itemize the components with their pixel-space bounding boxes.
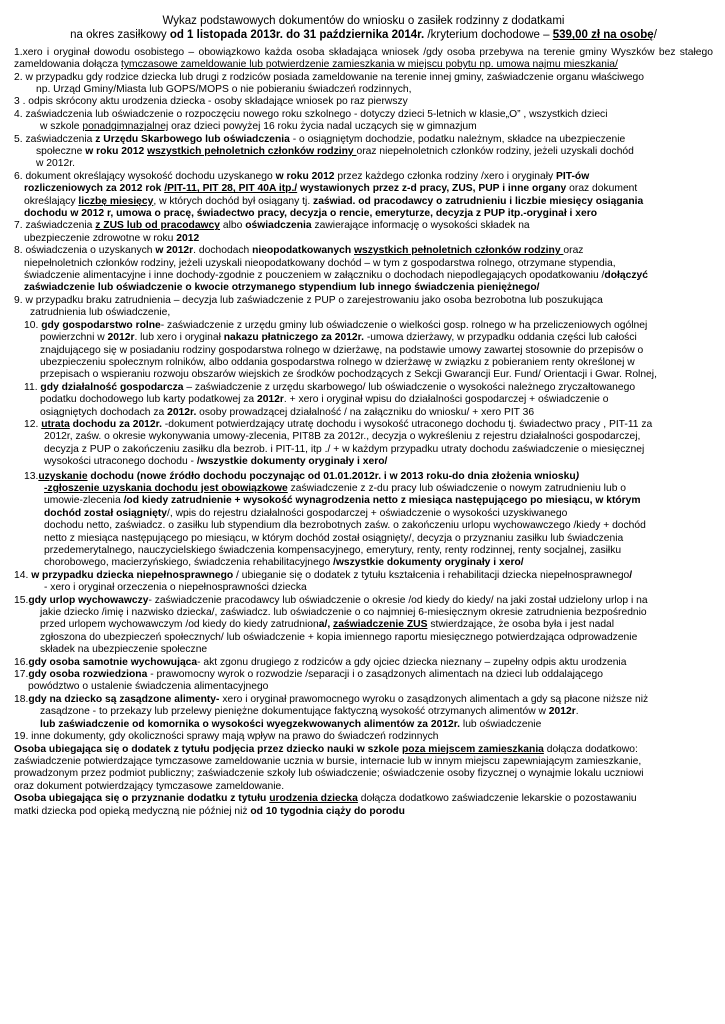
item-5-text-h: oraz niepełnoletnich członków rodziny, jeżeli uzyskali dochód [356,146,634,157]
birth-text-c: dołącza dodatkowo zaświadczenie lekarskie o pozostawaniu [357,793,637,805]
item-18-line-2 [14,706,579,717]
item-10-line-4: ubezpieczeniu społecznym rolników, albo oddania gospodarstwa rolnego w dzierżawę w związku z pobieraniem renty określonej w [40,356,635,368]
item-15-line-3 [14,619,614,630]
item-10-line-3: znajdującego się w posiadaniu rodziny gospodarstwa rolnego w dzierżawę, na podstawie umowy zawartej stosownie do przepisów o [40,344,644,356]
item-11-number: 11. [24,381,41,393]
item-8-text-i: świadczenie alimentacyjne i inne dochody-zgodnie z pouczeniem w załączniku o dochodach niepodlegających opodatkowaniu / [24,270,605,282]
item-10-text-d: powierzchni w [40,332,108,344]
item-8-line-2: niepełnoletnich członków rodziny, jeżeli uzyskali nieopodatkowany dochód – w tym z gospodarstwa rolnego, otrzymane stypendia, [24,257,616,269]
title-period-dates: od 1 listopada 2013r. do 31 października 2014r. [169,29,425,42]
list-item-3: 3 . odpis skrócony aktu urodzenia dziecka - osoby składające wniosek po raz pierwszy [14,96,408,108]
title-slash: / [653,29,657,42]
item-13-line-6: netto z miesiąca następującego po miesiącu, w którym dochód został osiągnięty/, decyzja o przyznaniu zasiłku lub świadczenia [44,532,624,544]
item-11-year: 2012r [256,394,284,406]
item-13-text-j: /, wpis do rejestru działalności gospodarczej + oświadczenie o wysokości uzyskiwanego [167,507,568,519]
list-item-15 [14,595,713,657]
item-6-text-k: , w których dochód był osiągany tj. [153,195,314,207]
birth-supplement-section [14,793,713,818]
item-17-divorced: gdy osoba rozwiedziona [28,669,148,681]
item-9-line-1: 9. w przypadku braku zatrudnienia – decyzja lub zaświadczenie z PUP o zarejestrowaniu jako osoba bezrobotna lub poszukująca [14,294,603,306]
item-6-text-a: 6. dokument określający wysokość dochodu uzyskanego [14,170,276,182]
item-11-line-2 [14,394,608,405]
title-criterion-label: /kryterium dochodowe – [424,29,553,42]
item-4-line-2 [14,121,477,132]
item-18-text-g: lub zaświadczenie [40,718,133,730]
title-line-1: Wykaz podstawowych dokumentów do wniosku o zasiłek rodzinny z dodatkami [162,15,565,27]
item-11-year-2: 2012r. [167,406,197,418]
list-item-5 [14,134,713,171]
item-13-text-f: zaświadczenie z z-du pracy lub oświadczenie o nowym zatrudnieniu lub o [287,482,627,494]
item-6-pit: PIT-ów [556,170,590,182]
item-6-text-i: określający [24,195,79,207]
item-17-number: 17. [14,669,29,681]
item-18-bailiff: od komornika o wysokości wyegzekwowanych alimentów za 2012r. [132,718,461,730]
item-14-line-2: - xero i oryginał orzeczenia o niepełnosprawności dziecka [44,582,307,594]
item-5-text-a: 5. zaświadczenia [14,133,96,145]
item-15-line-5: składek na ubezpieczenie społeczne [40,644,208,656]
item-6-months: liczbę miesięcy [78,195,154,207]
document-title [14,14,713,43]
item-8-line-3 [14,270,648,281]
item-13-line-7: przedemerytalnego, nauczycielskiego świadczenia kompensacyjnego, emerytury, renty, renty rodzinnej, renty socjalnej, zasiłku [44,545,622,556]
list-item-17 [14,669,713,694]
item-12-line-4 [14,456,387,467]
item-2-line-2: np. Urząd Gminy/Miasta lub GOPS/MOPS o nie pobieraniu świadczeń rodzinnych, [36,83,412,95]
item-9-line-2: zatrudnienia lub oświadczenie, [30,307,171,319]
school-supplement-section [14,744,713,794]
birth-text-d: matki dziecka pod opieką medyczną nie później niż [14,805,251,817]
item-18-text-d: zasądzone - to przekazy lub przelewy pieniężne dokumentujące faktyczną wysokość otrzymanych alimentów w [40,706,549,718]
item-15-text-h: stwierdzające, że osoba była i jest nadal [427,619,615,631]
item-4-text-b: w szkole [40,121,83,133]
item-4-underlined: ponadgimnazjalnej [82,121,169,133]
title-income-threshold: 539,00 zł na osobę [552,29,654,42]
item-4-text-d: oraz dzieci powyżej 16 roku życia nadal uczących się w gimnazjum [168,121,477,133]
item-16-single: gdy osoba samotnie wychowująca [28,656,198,668]
item-11-text-d: podatku dochodowego lub karty podatkowej za [40,394,257,406]
item-11-text-f: . + xero i oryginał wpisu do działalności gospodarczej + oświadczenie o [283,394,609,406]
item-10-number: 10. [24,319,42,331]
item-13-number: 13. [24,470,39,482]
item-10-line-2 [14,332,637,343]
item-13-text-g: umowie-zlecenia [44,495,124,507]
title-line-2 [70,29,657,41]
item-15-text-e: przed urlopem wychowawczym /od kiedy do kiedy zatrudnion [40,619,319,631]
item-15-line-4: zgłoszona do ubezpieczeń społecznych/ lub oświadczenie + kopia imiennego raportu miesięcznego potwierdzająca odprowadzenie [40,631,638,643]
item-12-line-2: 2012r, zaśw. o okresie wykonywania umowy-zlecenia, PIT8B za 2012r., decyzja o wykreśleniu z rejestru działalności gospodarczej, [44,431,641,443]
list-item-14 [14,570,713,595]
item-11-business: gdy działalność gospodarcza [40,381,184,393]
item-13-line-3 [14,495,641,506]
item-7-text-a: 7. zaświadczenia [14,220,96,232]
item-14-disabled: w przypadku dziecka niepełnosprawnego [31,569,234,581]
item-6-year: w roku 2012 [275,170,335,182]
item-10-line-1 [14,320,647,331]
item-6-pit-list: /PIT-11, PIT 28, PIT 40A itp./ [164,183,298,195]
item-5-members: wszystkich pełnoletnich członków rodziny [147,146,357,157]
item-5-text-d: społeczne [36,146,86,157]
item-8-year: w 2012r [155,245,194,257]
school-line-4: oraz dokument potwierdzający tymczasowe zameldowanie. [14,780,285,792]
list-item-11 [14,382,713,419]
item-6-line-3 [14,196,643,207]
list-item-6 [14,171,713,221]
item-8-members: wszystkich pełnoletnich członków rodziny [354,245,564,257]
item-7-zus: z ZUS lub od pracodawcy [95,220,221,232]
item-12-line-1 [14,419,652,430]
title-period-prefix: na okres zasiłkowy [70,29,170,42]
item-13-originals: /wszystkie dokumenty oryginały i xero/ [333,557,524,569]
item-11-text-i: osoby prowadzącej działalność / na załączniku do wniosku/ + xero PIT 36 [196,406,535,418]
item-7-text-f: ubezpieczenie zdrowotne w roku [24,232,177,244]
school-outside-residence: poza miejscem zamieszkania [401,743,544,755]
item-13-text-i: dochód został osiągnięty [44,507,168,519]
item-5-line-3: w 2012r. [36,158,75,170]
item-13-paren: ) [575,470,580,482]
birth-child: urodzenia dziecka [269,793,358,805]
school-text-a: Osoba ubiegająca się o dodatek z tytułu podjęcia przez dziecko nauki w szkole [14,743,402,755]
item-2-line-1: 2. w przypadku gdy rodzice dziecka lub drugi z rodziców posiada zameldowanie na terenie innej gminy, zaświadczenie organu właściwego [14,71,644,83]
item-6-text-c: przez każdego członka rodziny /xero i oryginały [334,170,557,182]
item-6-line-2 [14,183,637,194]
item-7-text-c: albo [220,220,246,232]
item-12-number: 12. [24,418,42,430]
item-5-bold: z Urzędu Skarbowego lub oświadczenia [95,133,290,145]
item-7-text-e: zawierające informację o wysokości składek na [311,220,530,232]
list-item-12 [14,419,713,469]
item-15-text-c: - zaświadczenie pracodawcy lub oświadczenie o okresie /od kiedy do kiedy/ na jaki został udzielony urlop i na [148,594,648,606]
item-18-year: 2012r [548,706,576,718]
item-1-underlined-2: lub potwierdzenie zamieszkania w miejscu pobytu np. umowa najmu mieszkania/ [249,59,618,71]
item-15-leave: gdy urlop wychowawczy [28,594,149,606]
item-13-gain-desc: dochodu (nowe źródło dochodu poczynając od 01.01.2012r. i w 2013 roku-do dnia złożenia wniosku [87,470,576,482]
item-12-loss-year: dochodu za 2012r. [69,418,162,430]
birth-text-a: Osoba ubiegająca się o przyznanie dodatku z tytułu [14,793,270,805]
item-15-line-2: jakie dziecko /imię i nazwisko dziecka/, zaświadcz. lub oświadczenie o co najmniej 6-miesięcznym okresie zatrudnienia bezpośrednio [40,607,647,619]
item-5-text-c: - o osiągniętym dochodzie, podatku należnym, składce na ubezpieczenie [289,133,626,145]
item-7-line-2 [14,233,199,244]
list-item-4 [14,109,713,134]
list-item-2 [14,72,713,97]
list-item-7 [14,220,713,245]
item-18-text-i: lub oświadczenie [460,718,542,730]
item-14-slash: / [629,569,633,581]
item-5-year: w roku 2012 [85,146,145,157]
item-14-text-c: / ubieganie się o dodatek z tytułu kształcenia i rehabilitacji dziecka niepełnosprawnego [233,569,630,581]
item-15-text-f: a/, [318,619,334,631]
item-6-issued-by: wystawionych przez z-d pracy, ZUS, PUP i inne organy [297,183,567,195]
item-5-line-2 [14,146,634,157]
item-13-line-5: dochodu netto, zaświadcz. o zasiłku lub stypendium dla bezrobotnych zaśw. o zakończeniu urlopu wychowawczego /kiedy + dochód [44,520,646,532]
school-line-2: zaświadczenie potwierdzające tymczasowe zameldowanie ucznia w bursie, internacie lub w innym miejscu zapewniającym zamieszkanie, [14,755,642,767]
list-item-16 [14,657,713,669]
item-10-tax-notice: nakazu płatniczego za 2012r. [223,332,364,344]
item-6-line-4: dochodu w 2012 r, umowa o pracę, świadectwo pracy, decyzja o rencie, emeryturze, decyzja z PUP itp.-oryginał i xero [24,208,598,220]
item-18-number: 18. [14,693,29,705]
item-11-text-c: – zaświadczenie z urzędu skarbowego/ lub oświadczenie o wysokości należnego zryczałtowanego [183,381,636,393]
item-18-line-3 [14,719,541,730]
item-1-underlined: tymczasowe zameldowanie [121,59,250,71]
item-13-line-8 [14,557,524,568]
item-6-settlement: rozliczeniowych za 2012 rok [24,183,165,195]
item-16-text-c: - akt zgonu drugiego z rodziców a gdy ojciec dziecka nieznany – zupełny odpis aktu urodzenia [197,656,627,668]
list-item-18 [14,694,713,731]
item-12-loss: utrata [41,418,70,430]
item-1-text: 1.xero i oryginał dowodu osobistego – obowiązkowo każda osoba składająca wniosek /gdy osoba przebywa na terenie gminy Wyszków bez stałego zameldowania dołącza [14,46,713,71]
item-14-number: 14. [14,569,32,581]
item-6-text-h: oraz dokument [566,183,638,195]
list-item-9 [14,295,713,320]
item-7-year: 2012 [176,232,200,244]
item-15-number: 15. [14,594,29,606]
list-item-13 [14,471,713,570]
item-4-line-1: 4. zaświadczenia lub oświadczenie o rozpoczęciu nowego roku szkolnego - dotyczy dzieci 5-letnich w klasie„O” , wszystkich dzieci [14,108,608,120]
item-8-attach: dołączyć [604,270,648,282]
item-11-line-1 [14,382,635,393]
school-line-3: prowadzonym przez podmiot publiczny; zaświadczenie szkoły lub oświadczenie; oświadczenie osoby fizycznej o wynajmie lokalu uczniowi [14,768,644,780]
school-text-c: dołącza dodatkowo: [543,743,638,755]
item-11-text-g: osiągniętych dochodach za [40,406,168,418]
item-8-untaxed: nieopodatkowanych [252,245,352,257]
item-13-line-2 [14,483,626,494]
item-6-certificate: zaświad. od pracodawcy o zatrudnieniu i liczbie miesięcy osiągania [313,195,644,207]
item-8-line-4: zaświadczenie lub oświadczenie o kwocie otrzymanego stypendium lub innego świadczenia pieniężnego/ [24,282,540,294]
item-10-line-5: przepisach o wspieraniu rozwoju obszarów wiejskich ze środków pochodzących z Sekcji Gwarancji Eur. Fund/ Orientacji i Gwar. Rolnej, [40,369,657,381]
item-8-text-c: . dochodach [193,245,253,257]
item-10-year: 2012r [107,332,135,344]
list-item-1 [14,47,713,72]
item-15-zus: zaświadczenie ZUS [333,619,428,631]
item-10-text-c: - zaświadczenie z urzędu gminy lub oświadczenie o wielkości gosp. rolnego w ha przeliczeniowych ogólnej [160,319,648,331]
item-12-text-g: wysokości utraconego dochodu - [44,456,197,468]
item-11-line-3 [14,407,534,418]
item-10-farm: gdy gospodarstwo rolne [41,319,161,331]
item-13-gain: uzyskanie [38,470,88,482]
list-item-19: 19. inne dokumenty, gdy okoliczności sprawy mają wpływ na prawo do świadczeń rodzinnych [14,731,439,743]
item-13-line-1 [14,471,579,482]
birth-weeks: od 10 tygodnia ciąży do porodu [250,805,405,817]
item-12-originals: /wszystkie dokumenty oryginały i xero/ [196,456,388,468]
item-16-number: 16. [14,656,29,668]
list-item-8 [14,245,713,295]
item-13-text-n: chorobowego, macierzyńskiego, świadczenia rehabilitacyjnego [44,557,334,569]
item-8-text-g: oraz [563,245,584,257]
list-item-10 [14,320,713,382]
item-13-line-4 [14,508,567,519]
item-18-alimony: gdy na dziecko są zasądzone alimenty- [28,693,220,705]
item-8-text-a: 8. oświadczenia o uzyskanych [14,245,156,257]
item-13-text-h: /od kiedy zatrudnienie + wysokość wynagrodzenia netto z miesiąca następującego po miesiącu, w którym [123,495,641,507]
item-12-line-3: decyzja z PUP o zakończeniu zasiłku dla bezrob. i PIT-11, itp ./ + w każdym przypadku utraty dochodu zaświadczenie o miesięcznej [44,443,645,455]
item-18-dot: . [575,706,579,718]
item-7-statements: oświadczenia [245,220,312,232]
item-10-text-h: -umowa dzierżawy, w przypadku oddania części lub całości [363,332,637,344]
item-10-text-f: . lub xero i oryginał [134,332,224,344]
item-17-text-c: - prawomocny wyrok o rozwodzie /separacji i o zasądzonych alimentach na dzieci lub oddalającego [147,669,603,681]
item-12-text-d: -dokument potwierdzający utratę dochodu i wysokość utraconego dochodu tj. świadectwo pracy , PIT-11 za [161,418,653,430]
item-18-text-c: xero i oryginał prawomocnego wyroku o zasądzonych alimentach a gdy są płacone niższe niż [219,693,649,705]
item-13-mandatory: -zgłoszenie uzyskania dochodu jest obowiązkowe [44,482,288,494]
item-17-line-2: powództwo o ustalenie świadczenia alimentacyjnego [28,681,269,693]
